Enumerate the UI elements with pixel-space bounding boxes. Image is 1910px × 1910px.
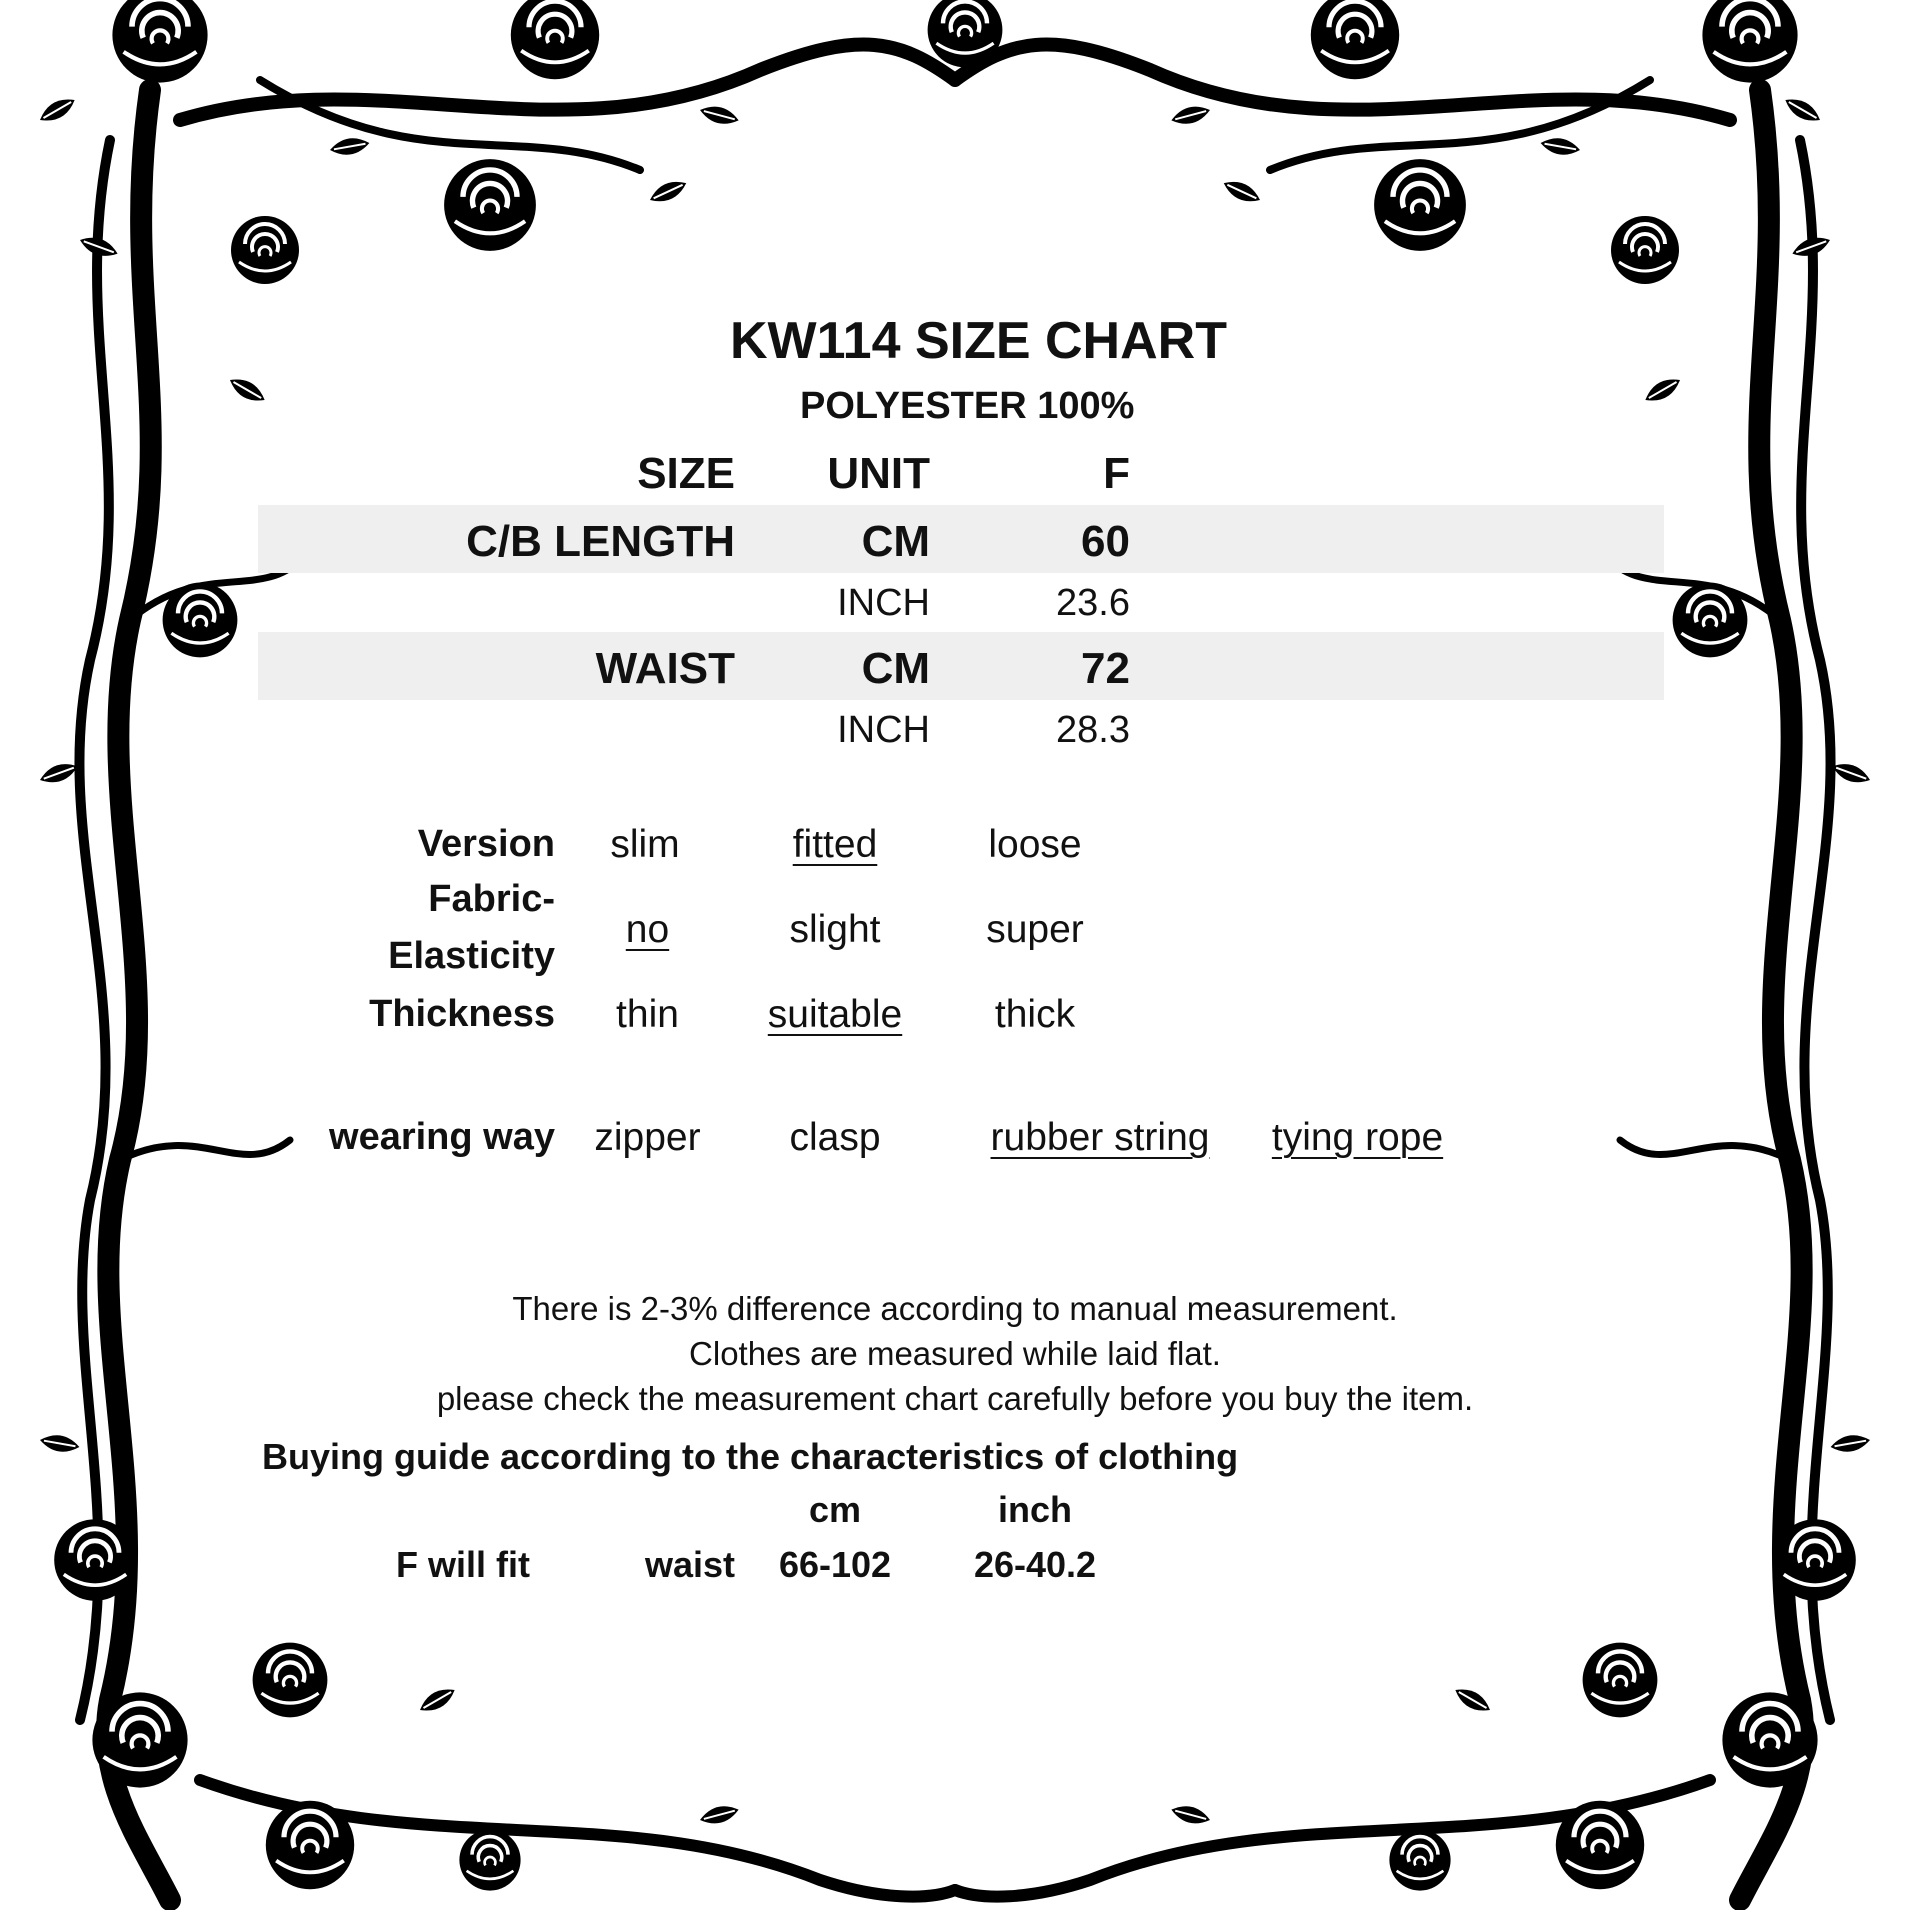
attr-option: thin [616,993,679,1036]
attr-option-selected: tying rope [1271,1116,1444,1159]
table-row-unit: CM [861,517,930,566]
table-row-measure: WAIST [595,644,735,693]
note-line: please check the measurement chart carefully before you buy the item. [436,1380,1474,1417]
attr-label-elasticity-2: Elasticity [388,935,555,977]
table-row-value: 72 [1081,644,1130,693]
attr-option: loose [988,823,1082,866]
attr-option: super [986,908,1084,951]
guide-cm-value: 66-102 [778,1544,892,1585]
table-row-value: 28.3 [1056,709,1130,751]
note-line: Clothes are measured while laid flat. [689,1335,1221,1372]
table-row-unit: CM [861,644,930,693]
attr-option-selected: suitable [767,993,903,1036]
guide-inch-value: 26-40.2 [973,1544,1097,1585]
attr-option-selected: fitted [792,823,878,866]
note-line: There is 2-3% difference according to manual measurement. [512,1290,1398,1327]
table-row-measure: C/B LENGTH [466,517,735,566]
attr-label-thickness: Thickness [369,993,555,1035]
table-row-unit: INCH [837,582,930,624]
page-title: KW114 SIZE CHART [730,312,1227,370]
guide-col-cm: cm [808,1489,862,1530]
material-label: POLYESTER 100% [800,385,1135,427]
guide-size: F will fit [396,1544,530,1585]
attr-option-selected: no [625,908,670,951]
guide-part: waist [644,1544,735,1585]
guide-col-inch: inch [997,1489,1072,1530]
attr-option: slight [789,908,881,951]
table-row-value: 60 [1081,517,1130,566]
attr-option: slim [610,823,680,866]
header-f: F [1103,449,1130,498]
table-row-value: 23.6 [1056,582,1130,624]
buying-guide-heading: Buying guide according to the characteristics of clothing [262,1436,1239,1477]
attr-label-version: Version [417,823,555,865]
attr-label-wearing-way: wearing way [329,1116,555,1158]
attr-option: clasp [789,1116,881,1159]
attr-option: thick [994,993,1076,1036]
attr-label-elasticity-1: Fabric- [428,878,555,920]
table-row-unit: INCH [837,709,930,751]
attr-option: zipper [594,1116,701,1159]
header-size: SIZE [637,449,735,498]
header-unit: UNIT [827,449,930,498]
attr-option-selected: rubber string [990,1116,1210,1159]
